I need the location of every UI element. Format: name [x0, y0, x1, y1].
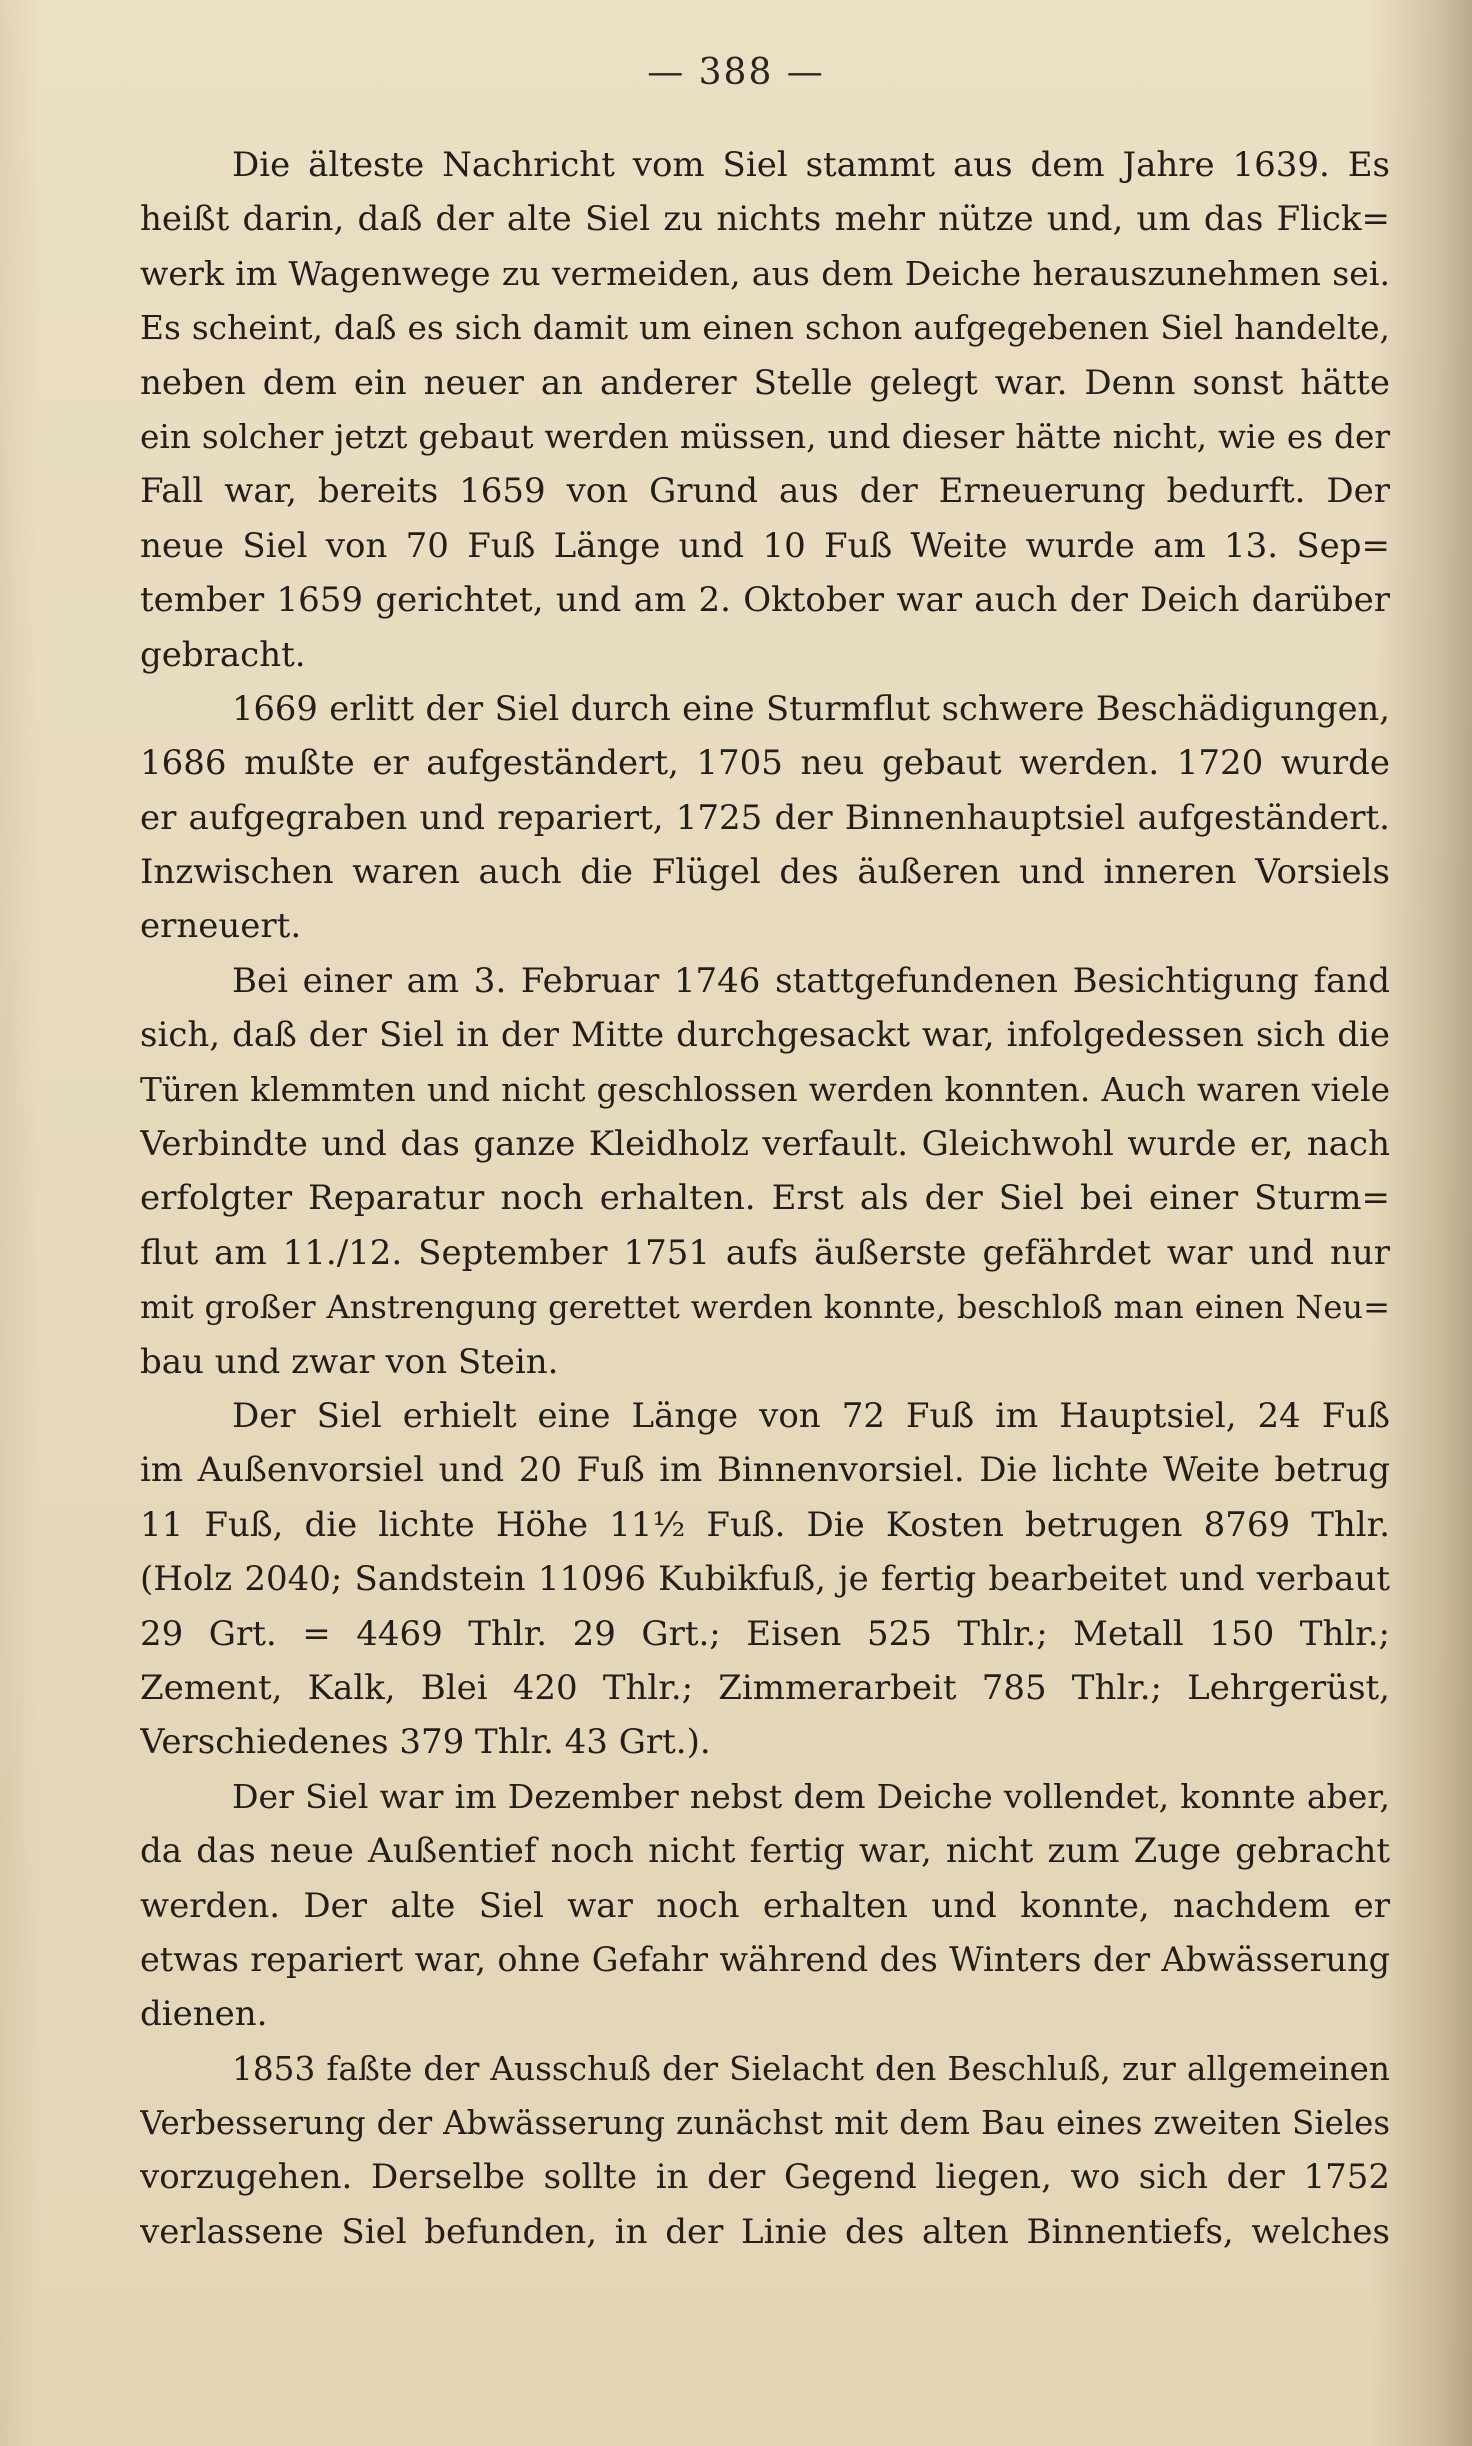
text-line: 1686 mußte er aufgeständert, 1705 neu gebaut werden. 1720 wurde: [140, 743, 1390, 784]
text-line: neben dem ein neuer an anderer Stelle gelegt war. Denn sonst hätte: [140, 362, 1390, 403]
text-line: etwas repariert war, ohne Gefahr während des Winters der Abwässerung: [140, 1939, 1390, 1979]
text-line: erfolgter Reparatur noch erhalten. Erst als der Siel bei einer Sturm=: [140, 1178, 1390, 1219]
text-line: werk im Wagenwege zu vermeiden, aus dem Deiche herauszunehmen sei.: [140, 253, 1390, 293]
text-line: Die älteste Nachricht vom Siel stammt aus dem Jahre 1639. Es: [232, 145, 1390, 185]
text-line: flut am 11./12. September 1751 aufs äußerste gefährdet war und nur: [140, 1232, 1390, 1273]
text-line: heißt darin, daß der alte Siel zu nichts mehr nütze und, um das Flick=: [140, 199, 1390, 240]
paragraph-6: [140, 2042, 1390, 2260]
text-line: tember 1659 gerichtet, und am 2. Oktober war auch der Deich darüber: [140, 580, 1390, 621]
text-line: (Holz 2040; Sandstein 11096 Kubikfuß, je fertig bearbeitet und verbaut: [140, 1559, 1390, 1600]
paragraph-5: [140, 1770, 1390, 2042]
paragraph-4: [140, 1389, 1390, 1770]
text-line: vorzugehen. Derselbe sollte in der Gegend liegen, wo sich der 1752: [140, 2157, 1390, 2198]
text-line: Verbindte und das ganze Kleidholz verfault. Gleichwohl wurde er, nach: [140, 1124, 1390, 1165]
text-line: werden. Der alte Siel war noch erhalten und konnte, nachdem er: [140, 1885, 1390, 1926]
text-line: im Außenvorsiel und 20 Fuß im Binnenvorsiel. Die lichte Weite betrug: [140, 1450, 1390, 1491]
body-text: [140, 138, 1390, 2259]
text-line: er aufgegraben und repariert, 1725 der Binnenhauptsiel aufgeständert.: [140, 797, 1390, 838]
text-line: verlassene Siel befunden, in der Linie des alten Binnentiefs, welches: [140, 2211, 1390, 2252]
paragraph-1: [140, 138, 1390, 682]
text-line: bau und zwar von Stein.: [140, 1341, 559, 1382]
paragraph-2: [140, 682, 1390, 954]
text-line: Der Siel erhielt eine Länge von 72 Fuß im Hauptsiel, 24 Fuß: [232, 1395, 1390, 1436]
text-line: Bei einer am 3. Februar 1746 stattgefundenen Besichtigung fand: [232, 960, 1390, 1001]
text-line: neue Siel von 70 Fuß Länge und 10 Fuß Weite wurde am 13. Sep=: [140, 525, 1390, 566]
text-line: Zement, Kalk, Blei 420 Thlr.; Zimmerarbeit 785 Thlr.; Lehrgerüst,: [140, 1667, 1390, 1708]
text-line: Es scheint, daß es sich damit um einen schon aufgegebenen Siel handelte,: [140, 309, 1390, 348]
text-line: dienen.: [140, 1994, 268, 2035]
text-line: 29 Grt. = 4469 Thlr. 29 Grt.; Eisen 525 Thlr.; Metall 150 Thlr.;: [140, 1613, 1390, 1654]
text-line: Der Siel war im Dezember nebst dem Deiche vollendet, konnte aber,: [232, 1776, 1390, 1816]
text-line: da das neue Außentief noch nicht fertig war, nicht zum Zuge gebracht: [140, 1831, 1390, 1872]
text-line: 1853 faßte der Ausschuß der Sielacht den Beschluß, zur allgemeinen: [232, 2049, 1390, 2088]
text-line: sich, daß der Siel in der Mitte durchgesackt war, infolgedessen sich die: [140, 1015, 1390, 1056]
text-line: Türen klemmten und nicht geschlossen werden konnten. Auch waren viele: [140, 1070, 1390, 1109]
page-number: — 388 —: [647, 52, 825, 93]
paragraph-3: [140, 954, 1390, 1389]
text-line: Inzwischen waren auch die Flügel des äußeren und inneren Vorsiels: [140, 852, 1390, 893]
text-line: 11 Fuß, die lichte Höhe 11½ Fuß. Die Kosten betrugen 8769 Thlr.: [140, 1504, 1390, 1545]
text-line: mit großer Anstrengung gerettet werden konnte, beschloß man einen Neu=: [140, 1288, 1390, 1327]
text-line: 1669 erlitt der Siel durch eine Sturmflut schwere Beschädigungen,: [232, 688, 1390, 728]
text-line: Verschiedenes 379 Thlr. 43 Grt.).: [140, 1722, 711, 1763]
text-line: gebracht.: [140, 634, 306, 675]
text-line: Verbesserung der Abwässerung zunächst mit dem Bau eines zweiten Sieles: [140, 2104, 1390, 2143]
text-line: erneuert.: [140, 906, 302, 947]
text-line: Fall war, bereits 1659 von Grund aus der Erneuerung bedurft. Der: [140, 471, 1390, 512]
text-line: ein solcher jetzt gebaut werden müssen, und dieser hätte nicht, wie es der: [140, 417, 1390, 456]
